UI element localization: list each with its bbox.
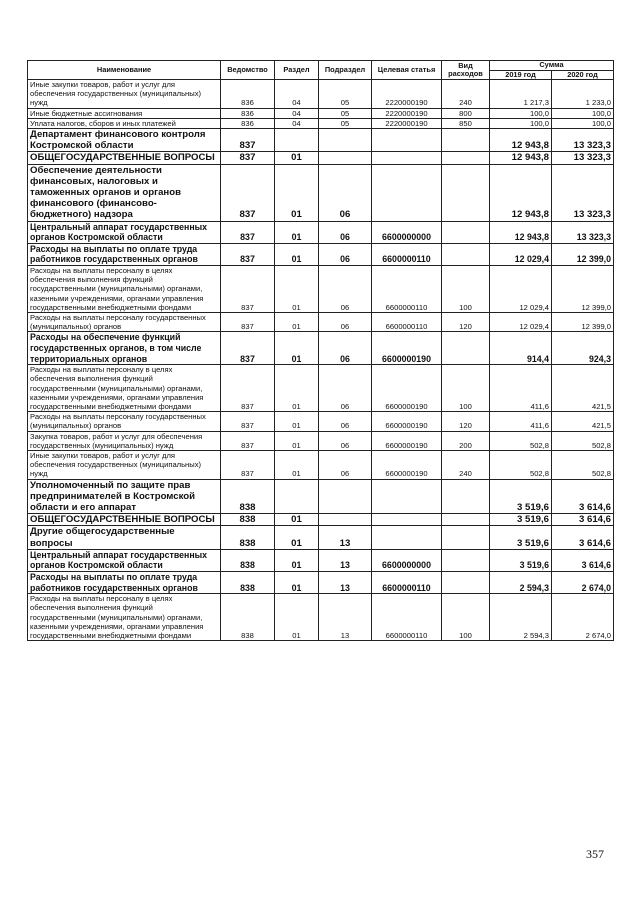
cell-department: 837 bbox=[221, 431, 275, 450]
cell-sum-2020: 502,8 bbox=[552, 431, 614, 450]
cell-target-article bbox=[372, 164, 442, 221]
table-row bbox=[28, 164, 614, 221]
cell-subsection bbox=[319, 129, 372, 152]
cell-expense-type bbox=[442, 129, 490, 152]
cell-sum-2020: 3 614,6 bbox=[552, 549, 614, 571]
cell-subsection bbox=[319, 514, 372, 526]
cell-sum-2020: 3 614,6 bbox=[552, 514, 614, 526]
cell-name: Уполномоченный по защите прав предпринимателей в Костромской области и его аппарат bbox=[28, 479, 221, 514]
cell-sum-2020: 421,5 bbox=[552, 412, 614, 431]
table-row bbox=[28, 549, 614, 571]
cell-section: 01 bbox=[275, 266, 319, 313]
cell-expense-type bbox=[442, 479, 490, 514]
budget-table bbox=[27, 60, 614, 641]
cell-sum-2019: 3 519,6 bbox=[490, 479, 552, 514]
cell-department: 837 bbox=[221, 152, 275, 164]
cell-target-article bbox=[372, 152, 442, 164]
cell-section: 01 bbox=[275, 451, 319, 480]
cell-sum-2020: 100,0 bbox=[552, 118, 614, 128]
cell-sum-2019: 12 943,8 bbox=[490, 221, 552, 243]
cell-department: 836 bbox=[221, 118, 275, 128]
cell-expense-type bbox=[442, 164, 490, 221]
cell-section: 01 bbox=[275, 431, 319, 450]
cell-department: 838 bbox=[221, 526, 275, 549]
cell-section: 01 bbox=[275, 164, 319, 221]
cell-sum-2019: 411,6 bbox=[490, 412, 552, 431]
cell-target-article: 2220000190 bbox=[372, 118, 442, 128]
cell-expense-type bbox=[442, 221, 490, 243]
table-row bbox=[28, 365, 614, 412]
cell-target-article: 6600000110 bbox=[372, 243, 442, 265]
cell-department: 838 bbox=[221, 572, 275, 594]
cell-department: 838 bbox=[221, 594, 275, 641]
cell-section: 01 bbox=[275, 572, 319, 594]
cell-department: 838 bbox=[221, 514, 275, 526]
cell-name: Обеспечение деятельности финансовых, налоговых и таможенных органов и органов финансового (финансово-бюджетного) надзора bbox=[28, 164, 221, 221]
cell-subsection: 06 bbox=[319, 365, 372, 412]
cell-section: 01 bbox=[275, 221, 319, 243]
cell-name: ОБЩЕГОСУДАРСТВЕННЫЕ ВОПРОСЫ bbox=[28, 152, 221, 164]
cell-department: 837 bbox=[221, 243, 275, 265]
cell-name: Расходы на выплаты персоналу в целях обеспечения выполнения функций государственными (муниципальными) органами, казенными учреждениями, органами управления государственными внебюджетными фондами bbox=[28, 594, 221, 641]
cell-sum-2020: 421,5 bbox=[552, 365, 614, 412]
cell-subsection: 13 bbox=[319, 594, 372, 641]
cell-expense-type: 100 bbox=[442, 365, 490, 412]
cell-name: Закупка товаров, работ и услуг для обеспечения государственных (муниципальных) нужд bbox=[28, 431, 221, 450]
cell-section: 01 bbox=[275, 365, 319, 412]
table-row bbox=[28, 412, 614, 431]
cell-subsection: 06 bbox=[319, 313, 372, 332]
table-row bbox=[28, 108, 614, 118]
cell-sum-2019: 2 594,3 bbox=[490, 572, 552, 594]
cell-sum-2019: 3 519,6 bbox=[490, 549, 552, 571]
cell-sum-2019: 1 217,3 bbox=[490, 80, 552, 109]
cell-target-article: 6600000000 bbox=[372, 549, 442, 571]
cell-department: 836 bbox=[221, 80, 275, 109]
cell-department: 837 bbox=[221, 365, 275, 412]
cell-department: 837 bbox=[221, 313, 275, 332]
header-year-2019: 2019 год bbox=[490, 70, 552, 80]
cell-target-article: 6600000190 bbox=[372, 332, 442, 365]
cell-section: 01 bbox=[275, 514, 319, 526]
cell-target-article: 6600000190 bbox=[372, 412, 442, 431]
cell-name: Центральный аппарат государственных органов Костромской области bbox=[28, 221, 221, 243]
table-row bbox=[28, 332, 614, 365]
cell-department: 836 bbox=[221, 108, 275, 118]
cell-subsection: 13 bbox=[319, 572, 372, 594]
table-row bbox=[28, 129, 614, 152]
cell-target-article: 6600000190 bbox=[372, 431, 442, 450]
cell-expense-type: 850 bbox=[442, 118, 490, 128]
cell-department: 837 bbox=[221, 164, 275, 221]
cell-target-article: 6600000110 bbox=[372, 572, 442, 594]
table-row bbox=[28, 594, 614, 641]
cell-department: 837 bbox=[221, 412, 275, 431]
cell-expense-type bbox=[442, 332, 490, 365]
cell-department: 837 bbox=[221, 266, 275, 313]
cell-department: 837 bbox=[221, 451, 275, 480]
table-row bbox=[28, 313, 614, 332]
cell-sum-2019: 12 943,8 bbox=[490, 164, 552, 221]
header-expense-type: Вид расходов bbox=[442, 61, 490, 80]
header-department: Ведомство bbox=[221, 61, 275, 80]
cell-name: ОБЩЕГОСУДАРСТВЕННЫЕ ВОПРОСЫ bbox=[28, 514, 221, 526]
table-row bbox=[28, 526, 614, 549]
cell-sum-2020: 13 323,3 bbox=[552, 221, 614, 243]
cell-sum-2019: 12 029,4 bbox=[490, 266, 552, 313]
cell-subsection: 06 bbox=[319, 412, 372, 431]
cell-section: 01 bbox=[275, 594, 319, 641]
cell-subsection: 13 bbox=[319, 526, 372, 549]
cell-expense-type: 100 bbox=[442, 594, 490, 641]
header-sum: Сумма bbox=[490, 61, 614, 71]
cell-subsection: 05 bbox=[319, 108, 372, 118]
cell-expense-type bbox=[442, 526, 490, 549]
cell-sum-2020: 13 323,3 bbox=[552, 164, 614, 221]
cell-section bbox=[275, 479, 319, 514]
table-row bbox=[28, 431, 614, 450]
cell-section: 04 bbox=[275, 118, 319, 128]
cell-sum-2019: 502,8 bbox=[490, 431, 552, 450]
cell-expense-type bbox=[442, 572, 490, 594]
cell-sum-2019: 100,0 bbox=[490, 108, 552, 118]
cell-sum-2020: 1 233,0 bbox=[552, 80, 614, 109]
cell-expense-type: 120 bbox=[442, 313, 490, 332]
cell-name: Расходы на выплаты персоналу в целях обеспечения выполнения функций государственными (муниципальными) органами, казенными учреждениями, органами управления государственными внебюджетными фондами bbox=[28, 365, 221, 412]
cell-name: Иные закупки товаров, работ и услуг для обеспечения государственных (муниципальных) нужд bbox=[28, 80, 221, 109]
table-row bbox=[28, 243, 614, 265]
cell-target-article bbox=[372, 129, 442, 152]
cell-target-article: 6600000110 bbox=[372, 266, 442, 313]
cell-expense-type bbox=[442, 514, 490, 526]
cell-expense-type: 240 bbox=[442, 80, 490, 109]
cell-section: 01 bbox=[275, 313, 319, 332]
cell-target-article: 2220000190 bbox=[372, 80, 442, 109]
cell-name: Иные закупки товаров, работ и услуг для обеспечения государственных (муниципальных) нужд bbox=[28, 451, 221, 480]
cell-target-article: 6600000110 bbox=[372, 594, 442, 641]
cell-sum-2020: 502,8 bbox=[552, 451, 614, 480]
cell-sum-2020: 13 323,3 bbox=[552, 129, 614, 152]
cell-section: 04 bbox=[275, 108, 319, 118]
cell-subsection bbox=[319, 479, 372, 514]
cell-section bbox=[275, 129, 319, 152]
cell-expense-type: 240 bbox=[442, 451, 490, 480]
budget-table-container bbox=[27, 60, 613, 641]
cell-subsection: 06 bbox=[319, 451, 372, 480]
table-row bbox=[28, 80, 614, 109]
cell-sum-2019: 3 519,6 bbox=[490, 526, 552, 549]
header-section: Раздел bbox=[275, 61, 319, 80]
cell-expense-type: 800 bbox=[442, 108, 490, 118]
cell-sum-2019: 502,8 bbox=[490, 451, 552, 480]
cell-department: 838 bbox=[221, 479, 275, 514]
cell-sum-2020: 2 674,0 bbox=[552, 572, 614, 594]
table-row bbox=[28, 572, 614, 594]
cell-target-article: 6600000000 bbox=[372, 221, 442, 243]
cell-department: 838 bbox=[221, 549, 275, 571]
cell-subsection: 05 bbox=[319, 80, 372, 109]
cell-sum-2019: 100,0 bbox=[490, 118, 552, 128]
cell-target-article: 6600000110 bbox=[372, 313, 442, 332]
table-row bbox=[28, 451, 614, 480]
cell-name: Расходы на выплаты персоналу государственных (муниципальных) органов bbox=[28, 412, 221, 431]
cell-name: Расходы на выплаты персоналу государственных (муниципальных) органов bbox=[28, 313, 221, 332]
cell-sum-2020: 100,0 bbox=[552, 108, 614, 118]
cell-department: 837 bbox=[221, 129, 275, 152]
cell-target-article bbox=[372, 514, 442, 526]
cell-section: 01 bbox=[275, 526, 319, 549]
cell-subsection: 13 bbox=[319, 549, 372, 571]
cell-subsection: 06 bbox=[319, 431, 372, 450]
cell-subsection bbox=[319, 152, 372, 164]
cell-sum-2020: 3 614,6 bbox=[552, 479, 614, 514]
cell-name: Департамент финансового контроля Костромской области bbox=[28, 129, 221, 152]
cell-target-article: 2220000190 bbox=[372, 108, 442, 118]
cell-sum-2020: 12 399,0 bbox=[552, 313, 614, 332]
cell-subsection: 06 bbox=[319, 221, 372, 243]
header-target-article: Целевая статья bbox=[372, 61, 442, 80]
cell-sum-2020: 12 399,0 bbox=[552, 266, 614, 313]
cell-name: Расходы на выплаты по оплате труда работников государственных органов bbox=[28, 243, 221, 265]
cell-name: Другие общегосударственные вопросы bbox=[28, 526, 221, 549]
table-row bbox=[28, 266, 614, 313]
header-subsection: Подраздел bbox=[319, 61, 372, 80]
cell-expense-type bbox=[442, 243, 490, 265]
cell-sum-2019: 12 029,4 bbox=[490, 243, 552, 265]
table-row bbox=[28, 514, 614, 526]
cell-sum-2019: 2 594,3 bbox=[490, 594, 552, 641]
cell-sum-2020: 3 614,6 bbox=[552, 526, 614, 549]
header-name: Наименование bbox=[28, 61, 221, 80]
cell-department: 837 bbox=[221, 332, 275, 365]
cell-subsection: 06 bbox=[319, 332, 372, 365]
cell-subsection: 06 bbox=[319, 266, 372, 313]
cell-section: 01 bbox=[275, 549, 319, 571]
cell-subsection: 06 bbox=[319, 243, 372, 265]
cell-subsection: 05 bbox=[319, 118, 372, 128]
cell-expense-type: 120 bbox=[442, 412, 490, 431]
cell-target-article bbox=[372, 479, 442, 514]
cell-target-article: 6600000190 bbox=[372, 365, 442, 412]
cell-sum-2019: 12 943,8 bbox=[490, 129, 552, 152]
cell-expense-type: 100 bbox=[442, 266, 490, 313]
cell-name: Уплата налогов, сборов и иных платежей bbox=[28, 118, 221, 128]
cell-expense-type bbox=[442, 549, 490, 571]
cell-name: Центральный аппарат государственных органов Костромской области bbox=[28, 549, 221, 571]
cell-sum-2020: 13 323,3 bbox=[552, 152, 614, 164]
cell-sum-2019: 411,6 bbox=[490, 365, 552, 412]
page-number: 357 bbox=[586, 847, 604, 861]
cell-sum-2019: 914,4 bbox=[490, 332, 552, 365]
cell-section: 01 bbox=[275, 152, 319, 164]
cell-name: Расходы на обеспечение функций государственных органов, в том числе территориальных органов bbox=[28, 332, 221, 365]
cell-name: Расходы на выплаты персоналу в целях обеспечения выполнения функций государственными (муниципальными) органами, казенными учреждениями, органами управления государственными внебюджетными фондами bbox=[28, 266, 221, 313]
cell-target-article: 6600000190 bbox=[372, 451, 442, 480]
cell-sum-2020: 12 399,0 bbox=[552, 243, 614, 265]
cell-section: 01 bbox=[275, 412, 319, 431]
table-row bbox=[28, 152, 614, 164]
cell-section: 01 bbox=[275, 243, 319, 265]
cell-department: 837 bbox=[221, 221, 275, 243]
cell-sum-2020: 924,3 bbox=[552, 332, 614, 365]
cell-expense-type: 200 bbox=[442, 431, 490, 450]
cell-sum-2019: 3 519,6 bbox=[490, 514, 552, 526]
cell-section: 01 bbox=[275, 332, 319, 365]
cell-expense-type bbox=[442, 152, 490, 164]
cell-subsection: 06 bbox=[319, 164, 372, 221]
header-year-2020: 2020 год bbox=[552, 70, 614, 80]
cell-section: 04 bbox=[275, 80, 319, 109]
table-row bbox=[28, 221, 614, 243]
cell-sum-2019: 12 029,4 bbox=[490, 313, 552, 332]
cell-name: Иные бюджетные ассигнования bbox=[28, 108, 221, 118]
cell-target-article bbox=[372, 526, 442, 549]
table-body bbox=[28, 80, 614, 641]
table-row bbox=[28, 118, 614, 128]
cell-sum-2019: 12 943,8 bbox=[490, 152, 552, 164]
cell-name: Расходы на выплаты по оплате труда работников государственных органов bbox=[28, 572, 221, 594]
cell-sum-2020: 2 674,0 bbox=[552, 594, 614, 641]
table-row bbox=[28, 479, 614, 514]
